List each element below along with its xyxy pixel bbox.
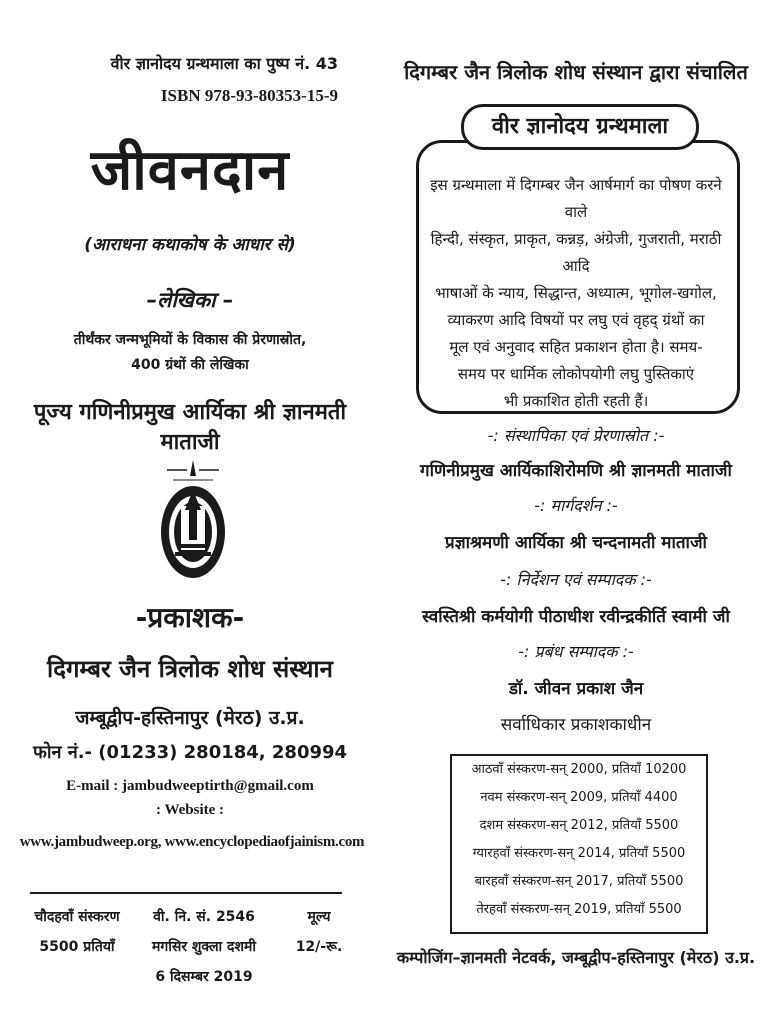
direction-label: -: निर्देशन एवं सम्पादक :- — [500, 570, 652, 589]
edition-history-item: बारहवाँ संस्करण-सन् 2017, प्रतियाँ 5500 — [474, 874, 684, 889]
publisher-website-label: : Website : — [155, 802, 225, 818]
series-description — [424, 172, 728, 415]
copies: 5500 प्रतियाँ — [39, 939, 115, 955]
right-page — [384, 0, 768, 1024]
publisher-heading: -प्रकाशक- — [135, 601, 245, 634]
founder-name: गणिनीप्रमुख आर्यिकाशिरोमणि श्री ज्ञानमती माताजी — [420, 461, 732, 481]
date: 6 दिसम्बर 2019 — [155, 969, 253, 985]
publisher-name: दिगम्बर जैन त्रिलोक शोध संस्थान — [47, 655, 333, 683]
date-column — [134, 902, 274, 992]
price: 12/-रू. — [295, 939, 343, 955]
author-description-line: तीर्थंकर जन्मभूमियों के विकास की प्रेरणास्रोत, — [73, 332, 307, 348]
series-number: वीर ज्ञानोदय ग्रन्थमाला का पुष्प नं. 43 — [110, 54, 338, 73]
description-line: हिन्दी, संस्कृत, प्राकृत, कन्नड़, अंग्रेजी, गुजराती, मराठी आदि — [430, 230, 722, 275]
edition-history-item: तेरहवाँ संस्करण-सन् 2019, प्रतियाँ 5500 — [476, 902, 682, 917]
rights-notice: सर्वाधिकार प्रकाशकाधीन — [500, 715, 652, 735]
divider — [30, 892, 342, 894]
edition: चौदहवाँ संस्करण — [34, 909, 120, 925]
series-title: वीर ज्ञानोदय ग्रन्थमाला — [461, 104, 699, 150]
book-title: जीवनदान — [90, 138, 290, 203]
institute-seal-icon — [145, 440, 241, 590]
management-label: -: प्रबंध सम्पादक :- — [518, 642, 634, 661]
price-label: मूल्य — [307, 909, 331, 925]
description-line: इस ग्रन्थमाला में दिगम्बर जैन आर्षमार्ग का पोषण करने वाले — [430, 176, 722, 221]
era-year: वी. नि. सं. 2546 — [153, 909, 255, 925]
edition-history-item: नवम संस्करण-सन् 2009, प्रतियाँ 4400 — [480, 790, 678, 805]
description-line: व्याकरण आदि विषयों पर लघु एवं वृहद् ग्रंथों का — [447, 311, 705, 329]
guidance-name: प्रज्ञाश्रमणी आर्यिका श्री चन्दनामती माताजी — [445, 533, 707, 553]
isbn: ISBN 978-93-80353-15-9 — [160, 86, 338, 105]
author-description-line: 400 ग्रंथों की लेखिका — [131, 357, 249, 373]
publisher-phone: फोन नं.- (01233) 280184, 280994 — [32, 742, 348, 763]
price-column — [282, 902, 356, 962]
description-line: भाषाओं के न्याय, सिद्धान्त, अध्यात्म, भूगोल-खगोल, — [435, 284, 717, 302]
edition-history-box — [450, 754, 708, 934]
publisher-websites: www.jambudweep.org, www.encyclopediaofjainism.com — [19, 834, 365, 850]
publisher-address: जम्बूद्वीप-हस्तिनापुर (मेरठ) उ.प्र. — [75, 707, 305, 729]
direction-name: स्वस्तिश्री कर्मयोगी पीठाधीश रवीन्द्रकीर्ति स्वामी जी — [422, 607, 730, 627]
description-line: मूल एवं अनुवाद सहित प्रकाशन होता है। समय- — [449, 338, 703, 356]
author-description — [20, 328, 360, 378]
edition-column — [22, 902, 132, 962]
founder-label: -: संस्थापिका एवं प्रेरणास्रोत :- — [487, 426, 665, 445]
edition-history-item: आठवाँ संस्करण-सन् 2000, प्रतियाँ 10200 — [471, 762, 687, 777]
guidance-label: -: मार्गदर्शन :- — [534, 496, 618, 515]
author-heading: –लेखिका – — [146, 288, 234, 312]
edition-history-item: दशम संस्करण-सन् 2012, प्रतियाँ 5500 — [479, 818, 679, 833]
book-subtitle: (आराधना कथाकोष के आधार से) — [84, 235, 296, 255]
author-name: पूज्य गणिनीप्रमुख आर्यिका श्री ज्ञानमती माताजी — [33, 400, 347, 455]
description-line: समय पर धार्मिक लोकोपयोगी लघु पुस्तिकाएं — [457, 365, 695, 383]
composing-credit: कम्पोजिंग–ज्ञानमती नेटवर्क, जम्बूद्वीप-हस्तिनापुर (मेरठ) उ.प्र. — [396, 948, 756, 967]
description-line: भी प्रकाशित होती रहती हैं। — [503, 392, 649, 410]
hindu-date: मगसिर शुक्ला दशमी — [151, 939, 257, 955]
managed-by: दिगम्बर जैन त्रिलोक शोध संस्थान द्वारा संचालित — [404, 60, 748, 84]
publisher-email: E-mail : jambudweeptirth@gmail.com — [66, 778, 314, 794]
management-name: डॉ. जीवन प्रकाश जैन — [508, 679, 644, 699]
edition-history-item: ग्यारहवाँ संस्करण-सन् 2014, प्रतियाँ 5500 — [472, 846, 686, 861]
